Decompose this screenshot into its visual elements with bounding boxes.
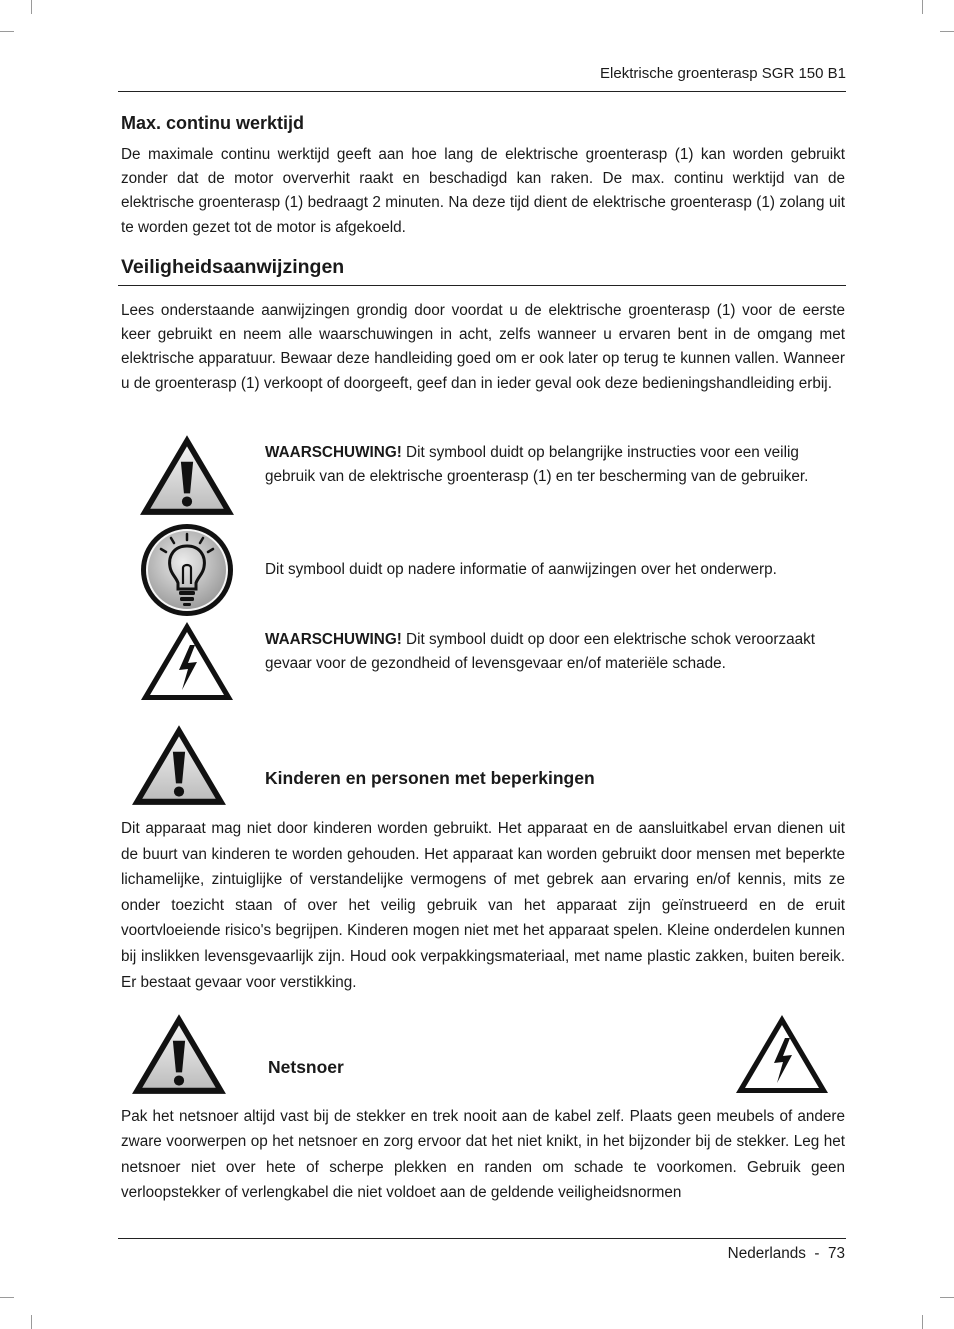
- symbol-info-text: Dit symbool duidt op nadere informatie of aanwijzingen over het onderwerp.: [265, 561, 777, 578]
- section-title-power: Netsnoer: [268, 1057, 344, 1077]
- crop-mark: [940, 1297, 954, 1298]
- electric-shock-icon: [733, 1011, 831, 1097]
- crop-mark: [31, 1315, 32, 1329]
- crop-mark: [940, 31, 954, 32]
- page-header: [118, 62, 846, 92]
- crop-mark: [0, 1297, 14, 1298]
- section-title-safety: Veiligheidsaanwijzingen: [121, 256, 345, 278]
- warning-label: WAARSCHUWING!: [265, 444, 402, 461]
- section-title-worktime: Max. continu werktijd: [121, 113, 305, 133]
- crop-mark: [922, 1315, 923, 1329]
- crop-mark: [31, 0, 32, 14]
- warning-triangle-icon: [138, 431, 236, 519]
- electric-shock-icon: [138, 618, 236, 704]
- crop-mark: [0, 31, 14, 32]
- paragraph-safety: Lees onderstaande aanwijzingen grondig door voordat u de elektrische groenterasp (1) voor de eerste keer gebruikt en neem alle waarschuwingen in acht, zelfs wanneer u ervaren bent in de omgang met elektrische apparatuur. Bewaar deze handleiding goed om er ook later op terug te kunnen vallen. Wanneer u de groenterasp (1) verkoopt of doorgeeft, geef dan in ieder geval ook deze bedieningshandleiding erbij.: [121, 302, 845, 392]
- page-footer: Nederlands - 73: [727, 1245, 845, 1262]
- header-title: Elektrische groenterasp SGR 150 B1: [600, 65, 846, 82]
- symbol-shock-text: [265, 628, 845, 676]
- paragraph-worktime: De maximale continu werktijd geeft aan hoe lang de elektrische groenterasp (1) kan worden gebruikt zonder dat de motor oververhit raakt en beschadigd kan raken. De max. continu werktijd van de elektrische groenterasp (1) bedraagt 2 minuten. Na deze tijd dient de elektrische groenterasp (1) zolang uit te worden gezet tot de motor is afgekoeld.: [121, 146, 845, 236]
- symbol-description: Dit symbool duidt op door een elektrische schok veroorzaakt gevaar voor de gezondheid of levensgevaar en/of materiële schade.: [265, 631, 816, 672]
- warning-triangle-icon: [130, 1010, 228, 1098]
- footer-rule: [118, 1238, 846, 1239]
- warning-label: WAARSCHUWING!: [265, 631, 402, 648]
- crop-mark: [922, 0, 923, 14]
- lightbulb-icon: [138, 522, 236, 618]
- section-divider: [118, 285, 846, 286]
- symbol-warning-text: [265, 441, 845, 489]
- paragraph-children: Dit apparaat mag niet door kinderen worden gebruikt. Het apparaat en de aansluitkabel ervan dienen uit de buurt van kinderen te worden gehouden. Het apparaat kan worden gebruikt door mensen met beperkte lichamelijke, zintuiglijke of verstandelijke vermogens of met gebrek aan ervaring en/of kennis, mits ze onder toezicht staan of over het veilig gebruik van het apparaat zijn geïnstrueerd en de eruit voortvloeiende risico's begrijpen. Kinderen mogen niet met het apparaat spelen. Kleine onderdelen kunnen bij inslikken levensgevaarlijk zijn. Houd ook verpakkingsmateriaal, met name plastic zakken, buiten bereik. Er bestaat gevaar voor verstikking.: [121, 820, 845, 991]
- symbol-description: Dit symbool duidt op belangrijke instructies voor een veilig gebruik van de elektrische groenterasp (1) en ter bescherming van de gebruiker.: [265, 444, 809, 485]
- paragraph-power: Pak het netsnoer altijd vast bij de stekker en trek nooit aan de kabel zelf. Plaats geen meubels of andere zware voorwerpen op het netsnoer en zorg ervoor dat het niet knikt, in het bijzonder bij de stekker. Leg het netsnoer niet over hete of scherpe plekken en randen om schade te voorkomen. Gebruik geen verloopstekker of verlengkabel die niet voldoet aan de geldende veiligheidsnormen: [121, 1108, 845, 1201]
- section-title-children: Kinderen en personen met beperkingen: [265, 768, 595, 788]
- warning-triangle-icon: [130, 721, 228, 809]
